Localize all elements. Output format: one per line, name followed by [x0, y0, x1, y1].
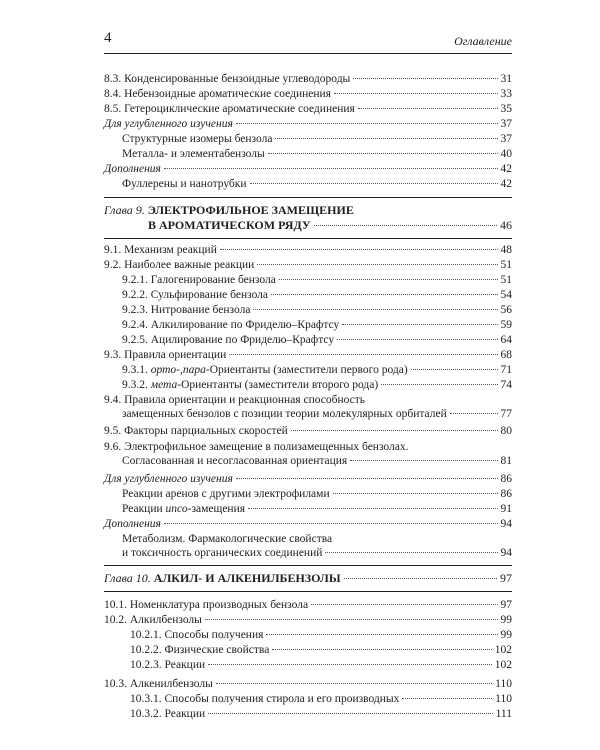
toc-entry[interactable]: 10.3.1. Способы получения стирола и его производных 110 [130, 693, 512, 705]
toc-entry[interactable]: 10.2.3. Реакции 102 [130, 659, 512, 671]
header-rule [104, 53, 512, 54]
toc-entry[interactable]: 10.1. Номенклатура производных бензола 97 [104, 599, 512, 611]
chapter-10-heading[interactable]: Глава 10. АЛКИЛ- И АЛКЕНИЛБЕНЗОЛЫ 97 [104, 571, 512, 585]
toc-entry[interactable]: 10.3.2. Реакции 111 [130, 708, 512, 720]
toc-entry[interactable]: 9.2.2. Сульфирование бензола 54 [122, 289, 512, 301]
toc-entry[interactable]: 8.4. Небензоидные ароматические соединения 33 [104, 88, 512, 100]
toc-entry[interactable]: 8.3. Конденсированные бензоидные углеводороды 31 [104, 73, 512, 85]
toc-entry[interactable]: 9.2.1. Галогенирование бензола 51 [122, 274, 512, 286]
toc-section-label[interactable]: Дополнения 42 [104, 163, 512, 175]
toc-entry[interactable]: 10.2.1. Способы получения 99 [130, 629, 512, 641]
toc-entry[interactable]: Структурные изомеры бензола 37 [122, 133, 512, 145]
toc-entry[interactable]: 9.5. Факторы парциальных скоростей 80 [104, 425, 512, 437]
divider [104, 565, 512, 566]
toc-entry[interactable]: 10.3. Алкенилбензолы 110 [104, 678, 512, 690]
toc-entry[interactable]: Металла- и элементабензолы 40 [122, 148, 512, 160]
toc-section-label[interactable]: Для углубленного изучения 37 [104, 118, 512, 130]
toc-entry[interactable]: Реакции ипсо-замещения 91 [122, 503, 512, 515]
toc-entry[interactable]: Реакции аренов с другими электрофилами 86 [122, 488, 512, 500]
toc-entry[interactable]: 9.2.4. Алкилирование по Фриделю–Крафтсу 59 [122, 319, 512, 331]
toc-entry[interactable]: 9.2.5. Ацилирование по Фриделю–Крафтсу 64 [122, 334, 512, 346]
toc-entry[interactable]: 9.3. Правила ориентации 68 [104, 349, 512, 361]
toc-entry[interactable]: 9.2. Наиболее важные реакции 51 [104, 259, 512, 271]
toc-entry-9-4[interactable]: 9.4. Правила ориентации и реакционная способность замещенных бензолов с позиции теории молекулярных орбиталей 77 [104, 394, 512, 420]
toc-entry[interactable]: 10.2. Алкилбензолы 99 [104, 614, 512, 626]
toc-entry[interactable]: 8.5. Гетероциклические ароматические соединения 35 [104, 103, 512, 115]
divider [104, 238, 512, 239]
toc-entry[interactable]: 9.1. Механизм реакций 48 [104, 244, 512, 256]
chapter-9-heading[interactable]: Глава 9. ЭЛЕКТРОФИЛЬНОЕ ЗАМЕЩЕНИЕ В АРОМАТИЧЕСКОМ РЯДУ 46 [104, 203, 512, 232]
toc-entry[interactable]: Фуллерены и нанотрубки 42 [122, 178, 512, 190]
toc-section-label[interactable]: Дополнения 94 [104, 518, 512, 530]
divider [104, 591, 512, 592]
toc-entry[interactable]: 9.3.1. орто-,пара-Ориентанты (заместители первого рода) 71 [122, 364, 512, 376]
divider [104, 197, 512, 198]
toc-entry[interactable]: 10.2.2. Физические свойства 102 [130, 644, 512, 656]
toc-section-label[interactable]: Для углубленного изучения 86 [104, 473, 512, 485]
toc-entry-9-6[interactable]: 9.6. Электрофильное замещение в полизамещенных бензолах. Согласованная и несогласованная ориентация 81 [104, 441, 512, 467]
toc-entry-metabolism[interactable]: Метаболизм. Фармакологические свойства и токсичность органических соединений 94 [122, 533, 512, 559]
toc-entry[interactable]: 9.3.2. мета-Ориентанты (заместители второго рода) 74 [122, 379, 512, 391]
toc-entry[interactable]: 9.2.3. Нитрование бензола 56 [122, 304, 512, 316]
running-title: Оглавление [454, 34, 512, 48]
page-number: 4 [104, 30, 112, 46]
